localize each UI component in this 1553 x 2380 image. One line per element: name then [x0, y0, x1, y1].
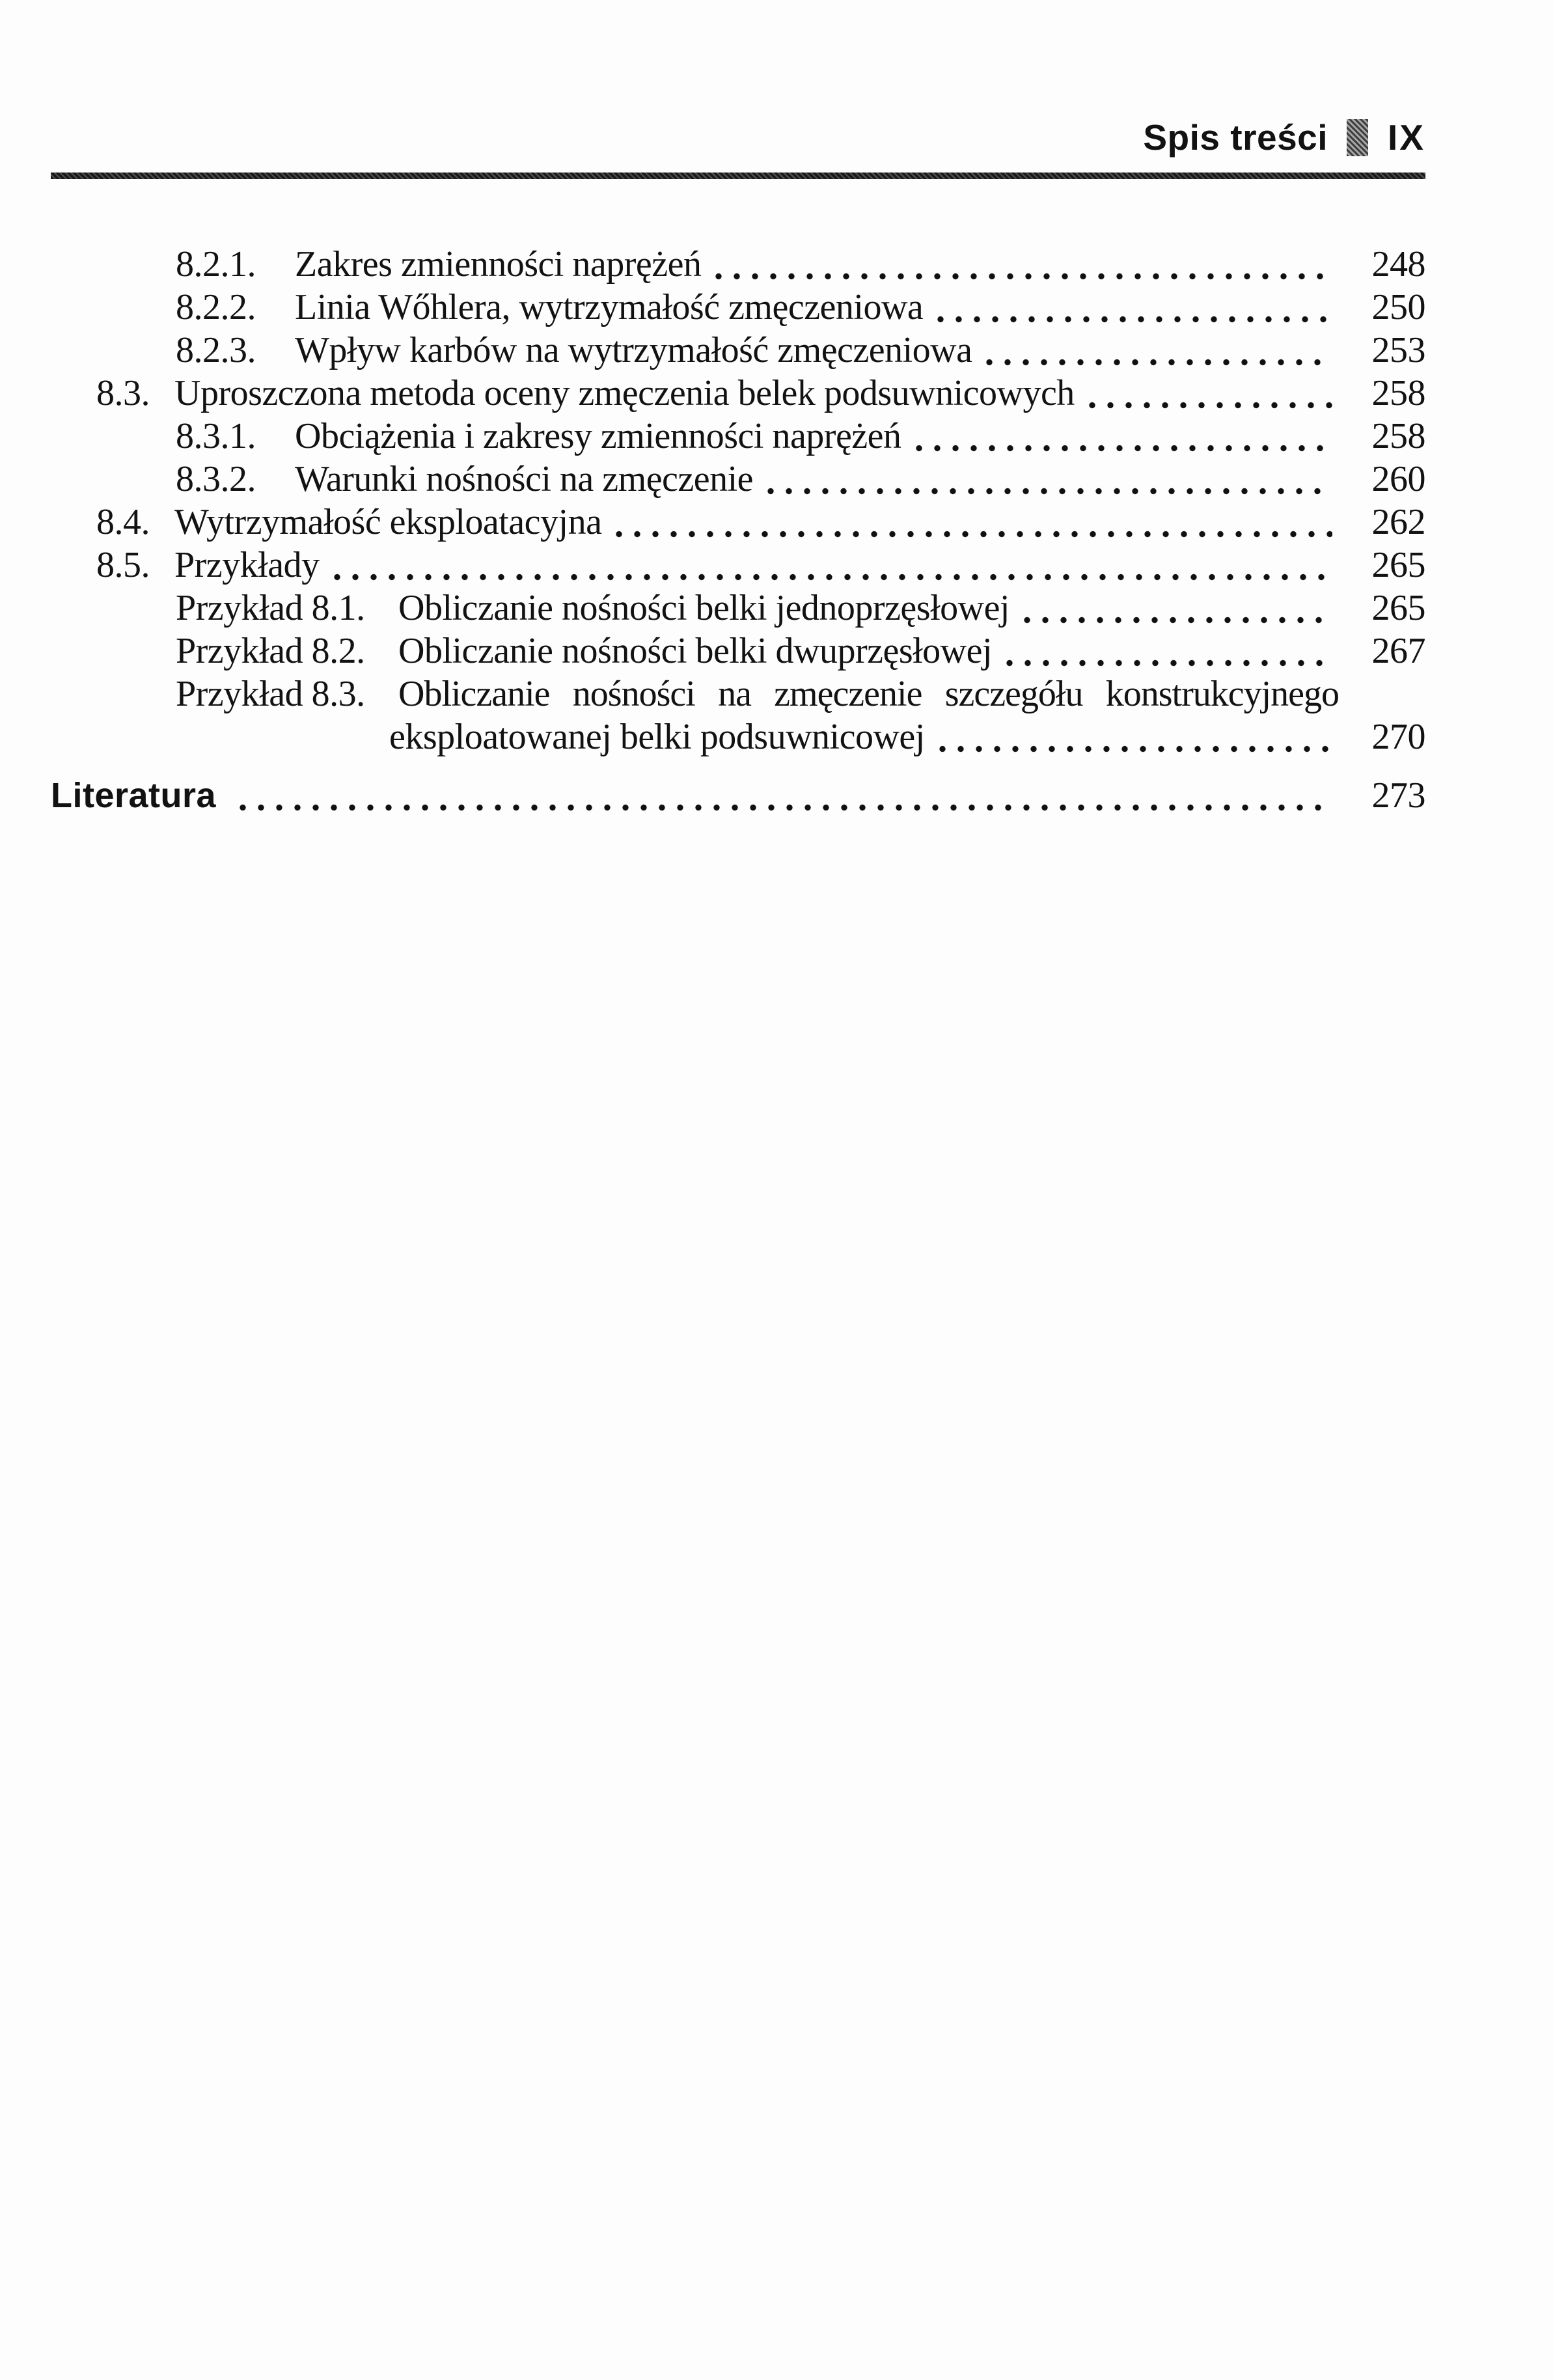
dot-leader	[616, 530, 1332, 538]
toc-entry	[176, 415, 1425, 458]
literatura-entry	[51, 774, 1425, 817]
toc-entry	[176, 329, 1425, 372]
toc-entry	[176, 458, 1425, 501]
entry-page: 267	[1371, 631, 1425, 671]
entry-page: 260	[1371, 459, 1425, 499]
dot-leader	[1089, 401, 1332, 409]
toc-entry	[96, 372, 1425, 415]
entry-number: Przykład 8.3.	[176, 674, 365, 714]
entry-page: 270	[1371, 717, 1425, 757]
dot-leader	[240, 803, 1332, 812]
entry-title: Wytrzymałość eksploatacyjna	[174, 502, 602, 542]
entry-title-line1: Obliczanie nośności na zmęczenie szczegółu konstrukcyjnego	[398, 674, 1339, 714]
entry-page: 258	[1371, 416, 1425, 456]
entry-number: 8.2.1.	[176, 244, 256, 284]
entry-number: 8.2.3.	[176, 330, 256, 370]
entry-page: 248	[1371, 244, 1425, 284]
entry-page: 250	[1371, 287, 1425, 327]
entry-number: 8.3.1.	[176, 416, 256, 456]
entry-page: 262	[1371, 502, 1425, 542]
dot-leader	[1024, 616, 1332, 624]
dot-leader	[939, 745, 1332, 753]
entry-page: 265	[1371, 545, 1425, 585]
toc-list	[51, 243, 1425, 817]
dot-leader	[986, 358, 1332, 367]
entry-number: Przykład 8.1.	[176, 588, 365, 628]
toc-entry	[176, 286, 1425, 329]
entry-page: 273	[1371, 775, 1425, 816]
halftone-separator-block	[1347, 119, 1368, 156]
dot-leader	[1006, 659, 1332, 667]
toc-entry	[96, 501, 1425, 544]
entry-title: Zakres zmienności naprężeń	[295, 244, 702, 284]
entry-number: 8.3.	[96, 373, 150, 413]
toc-entry	[176, 672, 1425, 715]
entry-title: Obciążenia i zakresy zmienności naprężeń	[295, 416, 901, 456]
running-head	[51, 118, 1425, 156]
entry-title: Obliczanie nośności belki jednoprzęsłowej	[398, 588, 1010, 628]
dot-leader	[767, 487, 1332, 495]
toc-entry	[176, 243, 1425, 286]
entry-number: 8.5.	[96, 545, 150, 585]
entry-title: Przykłady	[174, 545, 320, 585]
entry-number: Przykład 8.2.	[176, 631, 365, 671]
header-rule	[51, 173, 1425, 179]
running-head-title: Spis treści	[1143, 117, 1328, 158]
entry-page: 258	[1371, 373, 1425, 413]
entry-title: Obliczanie nośności belki dwuprzęsłowej	[398, 631, 993, 671]
page-number-label: IX	[1388, 117, 1425, 158]
entry-page: 253	[1371, 330, 1425, 370]
dot-leader	[715, 272, 1332, 281]
entry-number: 8.2.2.	[176, 287, 256, 327]
entry-title: Linia Wőhlera, wytrzymałość zmęczeniowa	[295, 287, 924, 327]
literatura-label: Literatura	[51, 776, 217, 815]
toc-entry-continuation	[389, 715, 1425, 758]
page-content	[0, 0, 1553, 817]
entry-title: Wpływ karbów na wytrzymałość zmęczeniowa	[295, 330, 972, 370]
entry-title-line2: eksploatowanej belki podsuwnicowej	[389, 717, 925, 757]
entry-page: 265	[1371, 588, 1425, 628]
toc-entry	[176, 630, 1425, 672]
dot-leader	[334, 573, 1332, 581]
entry-title: Uproszczona metoda oceny zmęczenia belek podsuwnicowych	[174, 373, 1075, 413]
entry-number: 8.3.2.	[176, 459, 256, 499]
dot-leader	[937, 315, 1332, 324]
entry-title: Warunki nośności na zmęczenie	[295, 459, 754, 499]
toc-entry	[176, 587, 1425, 630]
entry-number: 8.4.	[96, 502, 150, 542]
toc-entry	[96, 544, 1425, 587]
dot-leader	[916, 444, 1332, 452]
